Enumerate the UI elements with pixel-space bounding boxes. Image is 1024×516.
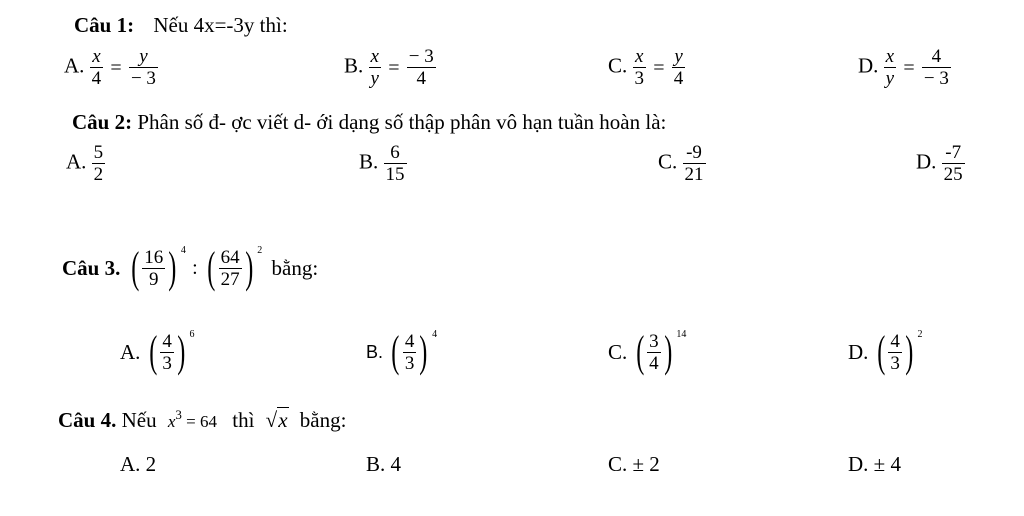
fraction: $\frac{4}{3}$: [890, 330, 900, 374]
question-4-tail: bằng:: [299, 408, 347, 432]
question-4-middle: thì: [232, 408, 255, 432]
fraction: $\frac{4}{- 3}$: [923, 46, 949, 89]
option-value: 2: [145, 452, 157, 476]
question-3-heading: Câu 3. ( $\frac{16}{9}$ ) $^4$ : ( $\frac{64}{27}$ ) $^2$ bằng:: [62, 243, 319, 292]
question-1-heading: [74, 13, 288, 37]
q4-option-d[interactable]: [848, 452, 901, 476]
option-label: B.: [366, 452, 386, 476]
question-2-stem: Phân số đ- ợc viết d- ới dạng số thập phân vô hạn tuần hoàn là:: [137, 110, 667, 134]
fraction: $\frac{x}{4}$: [91, 46, 102, 89]
q2-option-d[interactable]: [916, 142, 965, 185]
option-label: D.: [916, 149, 937, 174]
option-label: B.: [344, 53, 364, 78]
option-label: A.: [64, 53, 85, 78]
fraction: $\frac{5}{2}$: [93, 142, 104, 185]
option-label: D.: [848, 452, 869, 476]
question-4-prefix: Nếu: [121, 408, 157, 432]
question-1-stem: Nếu 4x=-3y thì:: [153, 13, 288, 37]
q1-option-a[interactable]: A. $\frac{x}{4}$ = $\frac{y}{- 3}$: [64, 46, 156, 89]
q1-option-d[interactable]: D. $\frac{x}{y}$ = $\frac{4}{- 3}$: [858, 46, 949, 89]
question-2-heading: [72, 110, 666, 134]
q4-option-c[interactable]: [608, 452, 660, 476]
fraction: $\frac{x}{y}$: [885, 46, 895, 89]
q2-option-a[interactable]: [66, 142, 105, 185]
q1-option-c[interactable]: C. $\frac{x}{3}$ = $\frac{y}{4}$: [608, 46, 684, 89]
fraction: $\frac{64}{27}$: [220, 246, 240, 290]
option-label: A.: [120, 340, 141, 364]
q3-option-c[interactable]: C. ( $\frac{3}{4}$ ) $^{14}$: [608, 327, 687, 376]
q2-option-c[interactable]: [658, 142, 706, 185]
q3-option-d[interactable]: D. ( $\frac{4}{3}$ ) $^2$: [848, 327, 923, 376]
fraction: $\frac{-9}{21}$: [684, 142, 704, 185]
fraction: $\frac{6}{15}$: [385, 142, 405, 185]
fraction: $\frac{x}{y}$: [370, 46, 379, 89]
q1-option-b[interactable]: B. $\frac{x}{y}$ = $\frac{- 3}{4}$: [344, 46, 434, 89]
fraction: $\frac{4}{3}$: [404, 330, 415, 374]
option-label: A.: [66, 149, 87, 174]
option-label: B.: [366, 342, 384, 362]
question-4-heading: Câu 4. Nếu $x^3 = 64$ thì √x bằng:: [58, 407, 347, 432]
question-1-title: Câu 1:: [74, 13, 135, 37]
fraction: $\frac{-7}{25}$: [943, 142, 963, 185]
fraction: $\frac{x}{3}$: [634, 46, 645, 89]
question-4-title: Câu 4.: [58, 408, 117, 432]
q3-option-a[interactable]: A. ( $\frac{4}{3}$ ) $^6$: [120, 327, 195, 376]
option-value: ± 2: [632, 452, 660, 476]
option-value: 4: [390, 452, 402, 476]
question-3-tail: bằng:: [271, 256, 319, 280]
fraction: $\frac{4}{3}$: [162, 330, 172, 374]
q4-option-b[interactable]: [366, 452, 401, 476]
option-label: D.: [858, 53, 879, 78]
q4-option-a[interactable]: [120, 452, 156, 476]
fraction: $\frac{- 3}{4}$: [408, 46, 434, 89]
question-3-title: Câu 3.: [62, 256, 121, 280]
q3-option-b[interactable]: B. ( $\frac{4}{3}$ ) $^4$: [366, 327, 438, 376]
option-label: C.: [608, 340, 628, 364]
option-label: D.: [848, 340, 869, 364]
option-label: A.: [120, 452, 141, 476]
option-label: C.: [608, 53, 628, 78]
fraction: $\frac{3}{4}$: [649, 330, 659, 374]
option-value: ± 4: [873, 452, 901, 476]
option-label: B.: [359, 149, 379, 174]
fraction: $\frac{y}{4}$: [673, 46, 684, 89]
option-label: C.: [608, 452, 628, 476]
fraction: $\frac{16}{9}$: [144, 246, 164, 290]
question-2-title: Câu 2:: [72, 110, 133, 134]
option-label: C.: [658, 149, 678, 174]
q2-option-b[interactable]: [359, 142, 407, 185]
sqrt-expression: √x: [265, 408, 288, 432]
fraction: $\frac{y}{- 3}$: [130, 46, 156, 89]
